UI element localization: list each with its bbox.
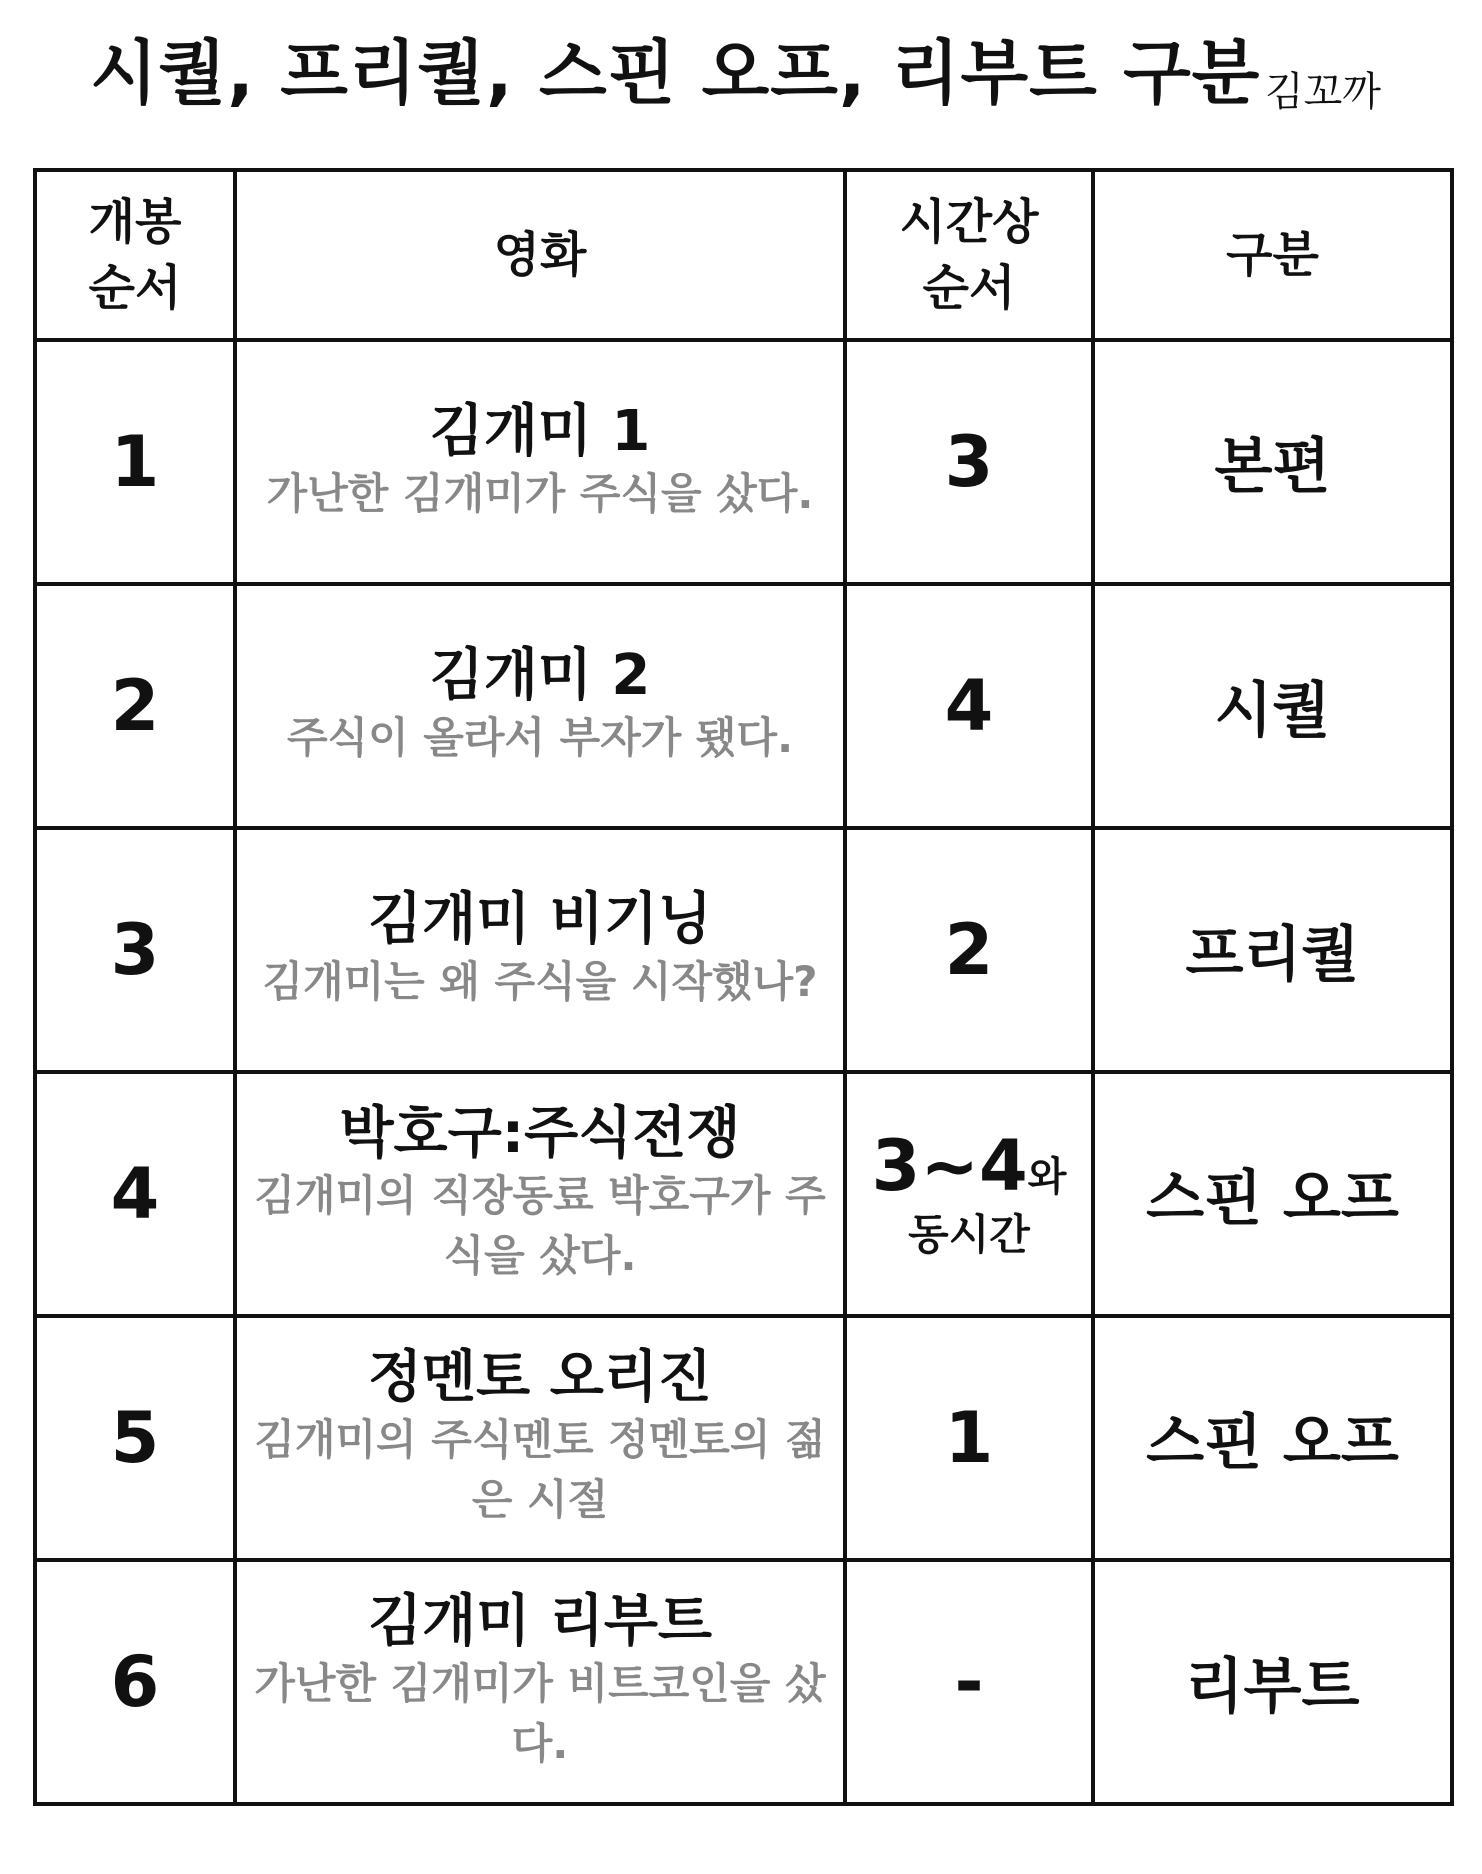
chrono-order-cell: 2 bbox=[845, 828, 1093, 1072]
category-cell: 프리퀄 bbox=[1093, 828, 1452, 1072]
release-order-cell: 5 bbox=[35, 1316, 235, 1560]
chrono-order-cell: 3 bbox=[845, 340, 1093, 584]
movie-title: 김개미 2 bbox=[429, 643, 651, 708]
table-row bbox=[35, 584, 1452, 828]
table-row bbox=[35, 1316, 1452, 1560]
table-row bbox=[35, 828, 1452, 1072]
chrono-note: 동시간 bbox=[908, 1210, 1030, 1259]
category-cell: 시퀄 bbox=[1093, 584, 1452, 828]
release-order-cell: 3 bbox=[35, 828, 235, 1072]
movie-title: 정멘토 오리진 bbox=[367, 1345, 713, 1410]
table-row bbox=[35, 340, 1452, 584]
author-name: 김꼬까 bbox=[1265, 69, 1381, 115]
release-order-cell: 6 bbox=[35, 1560, 235, 1804]
page-title: 시퀄, 프리퀄, 스핀 오프, 리부트 구분 bbox=[90, 32, 1261, 114]
movie-title: 김개미 비기닝 bbox=[367, 887, 713, 952]
chrono-order-cell: 4 bbox=[845, 584, 1093, 828]
movie-title: 김개미 리부트 bbox=[367, 1589, 713, 1654]
release-order-cell: 2 bbox=[35, 584, 235, 828]
release-order-cell: 4 bbox=[35, 1072, 235, 1316]
movie-cell bbox=[235, 1560, 845, 1804]
table-row bbox=[35, 1072, 1452, 1316]
comparison-table bbox=[33, 168, 1454, 1806]
chrono-order-cell: - bbox=[845, 1560, 1093, 1804]
movie-description: 김개미의 주식멘토 정멘토의 젊은 시절 bbox=[254, 1415, 826, 1524]
table-header-row bbox=[35, 170, 1452, 340]
movie-description: 주식이 올라서 부자가 됐다. bbox=[286, 713, 794, 762]
movie-description: 가난한 김개미가 주식을 샀다. bbox=[266, 469, 814, 518]
chrono-suffix: 와 bbox=[1027, 1154, 1067, 1200]
movie-cell bbox=[235, 828, 845, 1072]
header-category: 구분 bbox=[1093, 170, 1452, 340]
chrono-order-cell: 1 bbox=[845, 1316, 1093, 1560]
movie-title: 박호구:주식전쟁 bbox=[339, 1101, 741, 1166]
chrono-value: 3~4 bbox=[871, 1125, 1028, 1207]
movie-cell bbox=[235, 1072, 845, 1316]
movie-description: 김개미의 직장동료 박호구가 주식을 샀다. bbox=[254, 1171, 826, 1280]
movie-description: 김개미는 왜 주식을 시작했나? bbox=[262, 957, 818, 1006]
release-order-cell: 1 bbox=[35, 340, 235, 584]
category-cell: 스핀 오프 bbox=[1093, 1072, 1452, 1316]
movie-cell bbox=[235, 1316, 845, 1560]
category-cell: 스핀 오프 bbox=[1093, 1316, 1452, 1560]
movie-description: 가난한 김개미가 비트코인을 샀다. bbox=[254, 1659, 826, 1768]
category-cell: 리부트 bbox=[1093, 1560, 1452, 1804]
movie-title: 김개미 1 bbox=[429, 399, 651, 464]
table-row bbox=[35, 1560, 1452, 1804]
movie-cell bbox=[235, 340, 845, 584]
header-release-order: 개봉 순서 bbox=[35, 170, 235, 340]
movie-cell bbox=[235, 584, 845, 828]
chrono-order-cell bbox=[845, 1072, 1093, 1316]
header-movie: 영화 bbox=[235, 170, 845, 340]
category-cell: 본편 bbox=[1093, 340, 1452, 584]
header-chrono-order: 시간상 순서 bbox=[845, 170, 1093, 340]
